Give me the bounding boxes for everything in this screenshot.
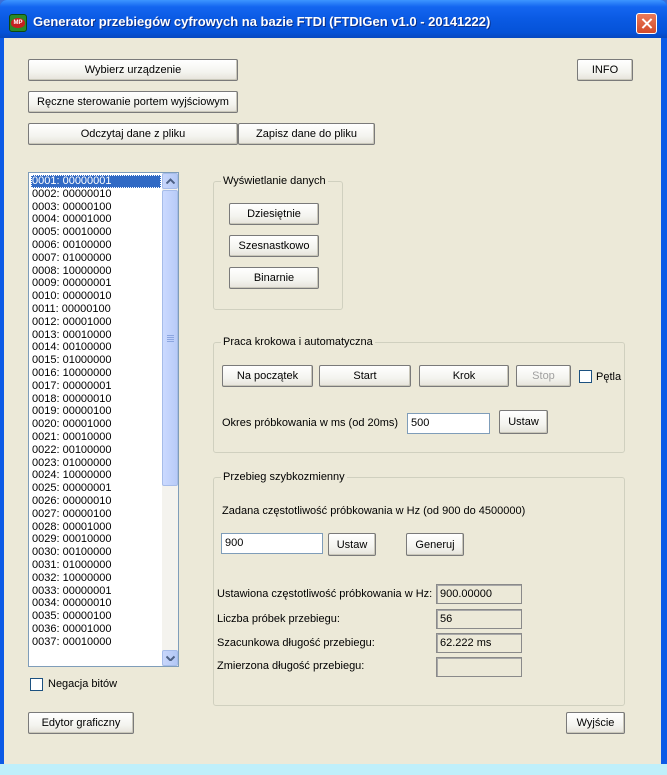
stop-button[interactable]: Stop: [516, 365, 571, 387]
est-length-value: 62.222 ms: [436, 633, 522, 653]
list-item[interactable]: 0019: 00000100: [32, 405, 112, 418]
samples-label: Liczba próbek przebiegu:: [217, 613, 340, 625]
select-device-button[interactable]: Wybierz urządzenie: [28, 59, 238, 81]
to-start-button[interactable]: Na początek: [222, 365, 313, 387]
freq-set-button[interactable]: Ustaw: [328, 533, 376, 556]
chevron-up-icon: [166, 178, 175, 184]
list-item[interactable]: 0033: 00000001: [32, 584, 112, 597]
list-scrollbar[interactable]: [162, 173, 178, 666]
title-bar[interactable]: [0, 0, 667, 38]
list-item[interactable]: 0011: 00000100: [32, 302, 111, 315]
list-item[interactable]: 0009: 00000001: [32, 277, 112, 290]
list-item[interactable]: 0017: 00000001: [32, 379, 112, 392]
meas-length-value: [436, 657, 522, 677]
window-title: Generator przebiegów cyfrowych na bazie FTDI (FTDIGen v1.0 - 20141222): [33, 14, 491, 29]
bottom-strip: [0, 764, 667, 775]
list-item[interactable]: 0026: 00000010: [32, 494, 112, 507]
manual-control-button[interactable]: Ręczne sterowanie portem wyjściowym: [28, 91, 238, 113]
save-file-button[interactable]: Zapisz dane do pliku: [238, 123, 375, 145]
list-item[interactable]: 0015: 01000000: [32, 354, 112, 367]
loop-checkbox[interactable]: [579, 370, 592, 383]
decimal-button[interactable]: Dziesiętnie: [229, 203, 319, 225]
negation-label: Negacja bitów: [48, 678, 118, 690]
read-file-button[interactable]: Odczytaj dane z pliku: [28, 123, 238, 145]
list-item[interactable]: 0029: 00010000: [32, 533, 112, 546]
list-item[interactable]: 0022: 00100000: [32, 443, 112, 456]
list-item[interactable]: 0023: 01000000: [32, 456, 112, 469]
list-item[interactable]: 0025: 00000001: [32, 482, 112, 495]
chevron-down-icon: [166, 655, 175, 661]
fast-group-title: Przebieg szybkozmienny: [223, 471, 345, 483]
data-list: [31, 175, 161, 648]
info-button[interactable]: INFO: [577, 59, 633, 81]
list-item[interactable]: 0005: 00010000: [32, 226, 112, 239]
list-item[interactable]: 0016: 10000000: [32, 366, 112, 379]
list-item[interactable]: 0010: 00000010: [32, 290, 112, 303]
data-listbox[interactable]: [28, 172, 179, 667]
list-item[interactable]: 0014: 00100000: [32, 341, 112, 354]
list-item[interactable]: 0037: 00010000: [32, 635, 112, 648]
list-item[interactable]: 0036: 00001000: [32, 622, 112, 635]
list-item[interactable]: 0003: 00000100: [32, 200, 112, 213]
list-item[interactable]: 0007: 01000000: [32, 251, 112, 264]
list-item[interactable]: 0035: 00000100: [32, 610, 112, 623]
list-item[interactable]: 0006: 00100000: [32, 238, 112, 251]
hex-button[interactable]: Szesnastkowo: [229, 235, 319, 257]
set-freq-value: 900.00000: [436, 584, 522, 604]
list-item[interactable]: 0021: 00010000: [32, 430, 112, 443]
list-item[interactable]: 0002: 00000010: [32, 187, 112, 200]
set-freq-label: Ustawiona częstotliwość próbkowania w Hz:: [217, 588, 433, 600]
list-item[interactable]: 0034: 00000010: [32, 597, 112, 610]
loop-label: Pętla: [596, 371, 622, 383]
list-item[interactable]: 0020: 00001000: [32, 418, 112, 431]
list-item[interactable]: 0001: 00000001: [31, 175, 161, 188]
display-group: [213, 175, 343, 310]
list-item[interactable]: 0024: 10000000: [32, 469, 112, 482]
client-area: [4, 38, 661, 764]
list-item[interactable]: 0028: 00001000: [32, 520, 112, 533]
freq-label: Zadana częstotliwość próbkowania w Hz (od 900 do 4500000): [222, 505, 526, 517]
period-label: Okres próbkowania w ms (od 20ms): [222, 417, 399, 429]
list-item[interactable]: 0008: 10000000: [32, 264, 112, 277]
step-group-title: Praca krokowa i automatyczna: [223, 336, 373, 348]
display-group-title: Wyświetlanie danych: [223, 175, 326, 187]
list-item[interactable]: 0027: 00000100: [32, 507, 112, 520]
list-item[interactable]: 0030: 00100000: [32, 546, 112, 559]
start-button[interactable]: Start: [319, 365, 411, 387]
list-item[interactable]: 0032: 10000000: [32, 571, 112, 584]
app-icon[interactable]: [9, 14, 27, 32]
negation-checkbox[interactable]: [30, 678, 43, 691]
period-input[interactable]: 500: [407, 413, 490, 434]
scroll-up-button[interactable]: [162, 173, 178, 189]
step-group: [213, 336, 625, 453]
freq-input[interactable]: 900: [221, 533, 323, 554]
list-item[interactable]: 0031: 01000000: [32, 558, 112, 571]
close-icon[interactable]: [636, 13, 657, 34]
samples-value: 56: [436, 609, 522, 629]
binary-button[interactable]: Binarnie: [229, 267, 319, 289]
est-length-label: Szacunkowa długość przebiegu:: [217, 637, 375, 649]
fast-group: [213, 471, 625, 706]
graphic-editor-button[interactable]: Edytor graficzny: [28, 712, 134, 734]
app-icon-text: MP: [11, 18, 25, 28]
list-item[interactable]: 0013: 00010000: [32, 328, 112, 341]
period-set-button[interactable]: Ustaw: [499, 410, 548, 434]
list-item[interactable]: 0004: 00001000: [32, 213, 112, 226]
scroll-thumb[interactable]: [162, 190, 178, 486]
step-button[interactable]: Krok: [419, 365, 509, 387]
meas-length-label: Zmierzona długość przebiegu:: [217, 660, 365, 672]
list-item[interactable]: 0012: 00001000: [32, 315, 112, 328]
generate-button[interactable]: Generuj: [406, 533, 464, 556]
list-item[interactable]: 0018: 00000010: [32, 392, 112, 405]
scroll-down-button[interactable]: [162, 650, 178, 666]
exit-button[interactable]: Wyjście: [566, 712, 625, 734]
